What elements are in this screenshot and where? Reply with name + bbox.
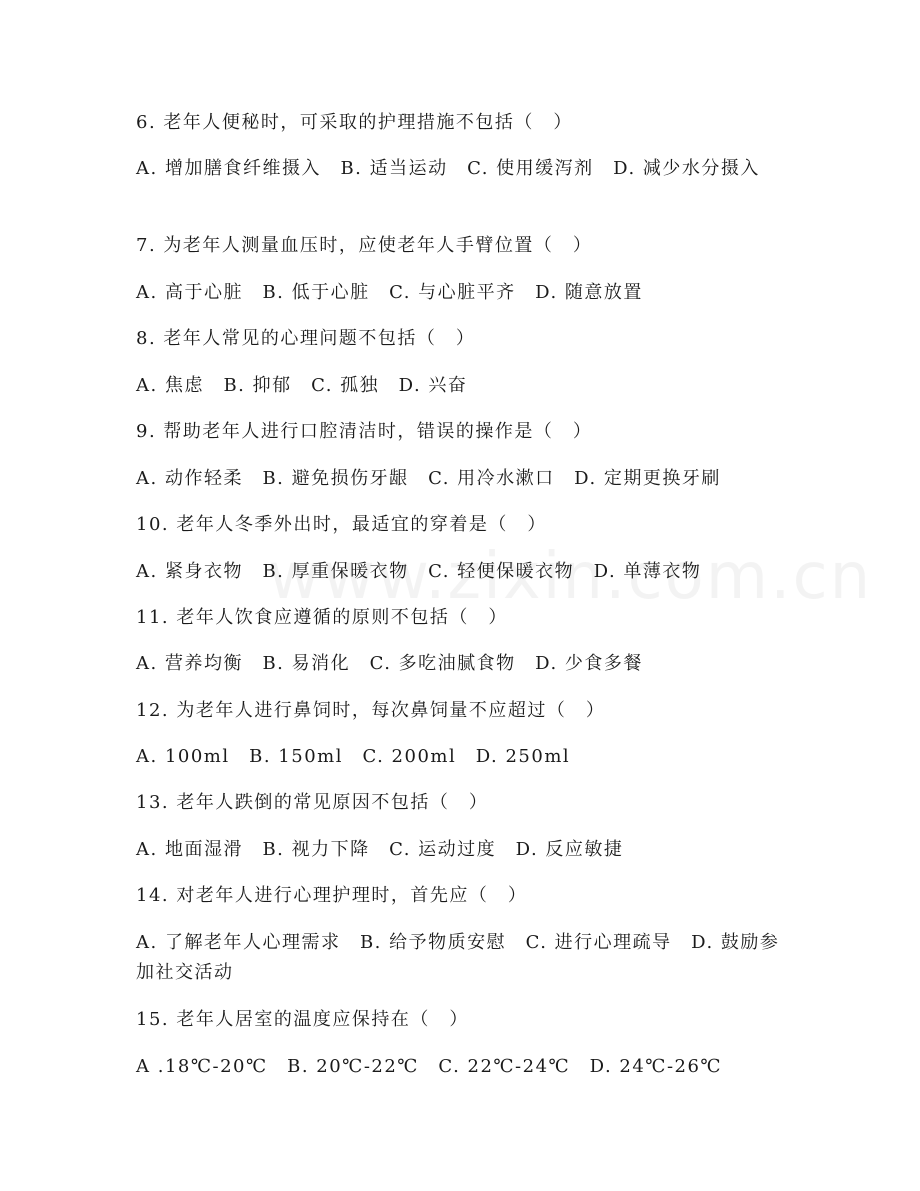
options-8: A. 焦虑 B. 抑郁 C. 孤独 D. 兴奋 <box>136 375 468 396</box>
question-10: 10. 老年人冬季外出时，最适宜的穿着是（ ） <box>136 514 547 535</box>
question-11: 11. 老年人饮食应遵循的原则不包括（ ） <box>136 607 508 628</box>
question-15: 15. 老年人居室的温度应保持在（ ） <box>136 1009 469 1030</box>
options-13: A. 地面湿滑 B. 视力下降 C. 运动过度 D. 反应敏捷 <box>136 839 624 860</box>
question-8: 8. 老年人常见的心理问题不包括（ ） <box>136 328 476 349</box>
options-14: A. 了解老年人心理需求 B. 给予物质安慰 C. 进行心理疏导 D. 鼓励参加社交活动 <box>136 932 780 983</box>
options-15: A .18℃-20℃ B. 20℃-22℃ C. 22℃-24℃ D. 24℃-26℃ <box>136 1056 723 1077</box>
watermark <box>268 540 872 614</box>
options-12: A. 100ml B. 150ml C. 200ml D. 250ml <box>136 746 571 767</box>
question-6: 6. 老年人便秘时，可采取的护理措施不包括（ ） <box>136 112 573 133</box>
options-6: A. 增加膳食纤维摄入 B. 适当运动 C. 使用缓泻剂 D. 减少水分摄入 <box>136 158 760 179</box>
options-11: A. 营养均衡 B. 易消化 C. 多吃油腻食物 D. 少食多餐 <box>136 653 643 674</box>
options-9: A. 动作轻柔 B. 避免损伤牙龈 C. 用冷水漱口 D. 定期更换牙刷 <box>136 468 721 489</box>
options-10: A. 紧身衣物 B. 厚重保暖衣物 C. 轻便保暖衣物 D. 单薄衣物 <box>136 561 702 582</box>
question-7: 7. 为老年人测量血压时，应使老年人手臂位置（ ） <box>136 235 593 256</box>
options-7: A. 高于心脏 B. 低于心脏 C. 与心脏平齐 D. 随意放置 <box>136 282 643 303</box>
question-13: 13. 老年人跌倒的常见原因不包括（ ） <box>136 792 489 813</box>
question-14: 14. 对老年人进行心理护理时，首先应（ ） <box>136 885 528 906</box>
question-9: 9. 帮助老年人进行口腔清洁时，错误的操作是（ ） <box>136 421 593 442</box>
question-12: 12. 为老年人进行鼻饲时，每次鼻饲量不应超过（ ） <box>136 700 606 721</box>
